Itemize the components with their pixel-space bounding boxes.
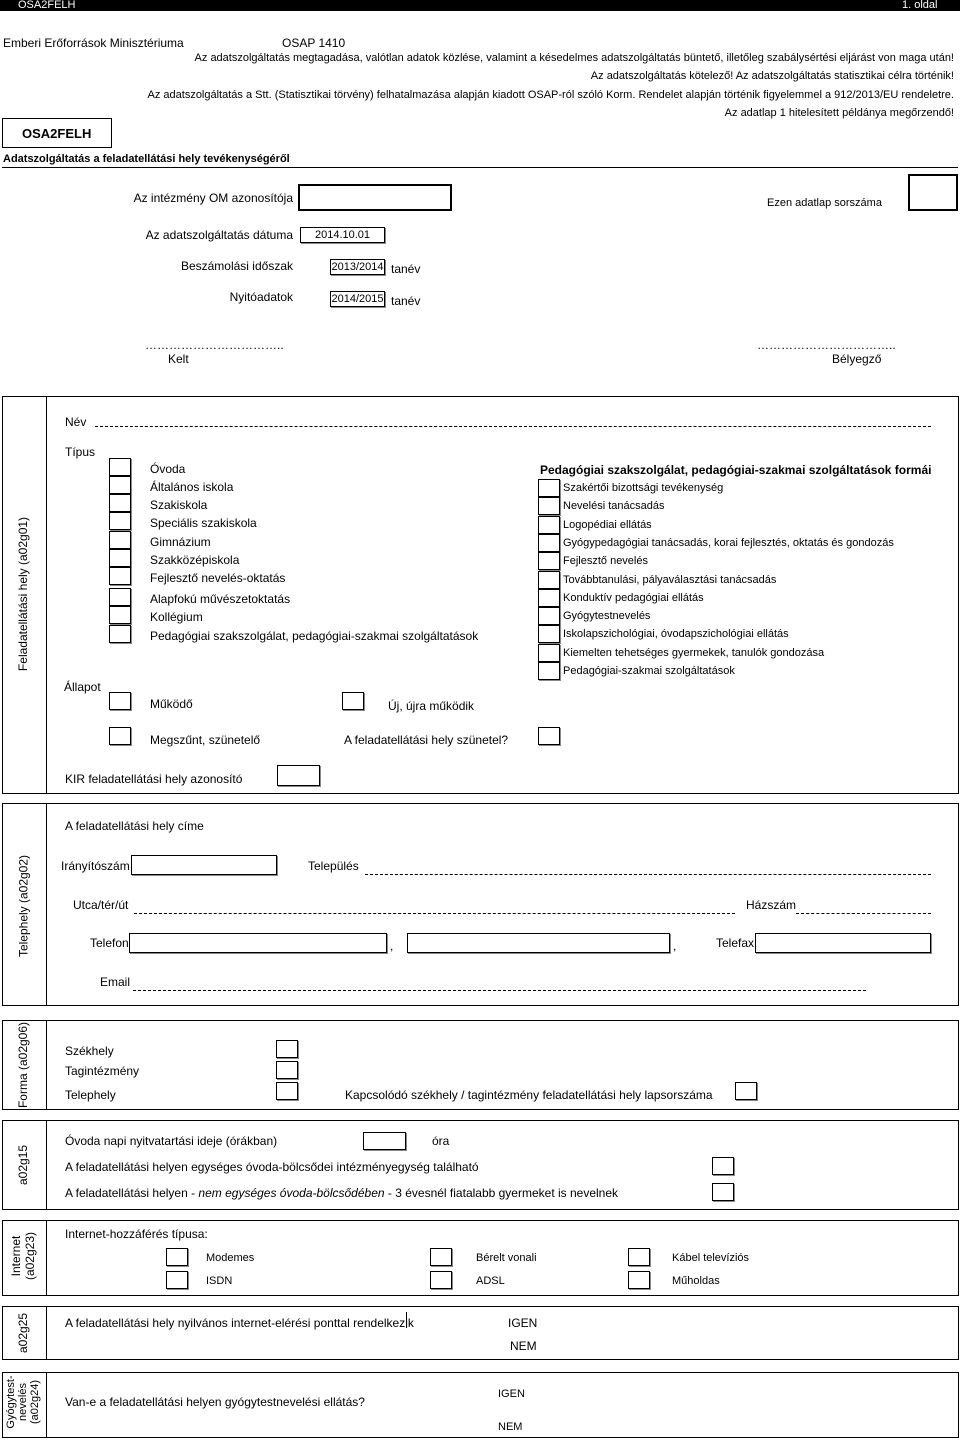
- sec6-side-label: a02g25: [16, 1312, 30, 1354]
- notice-line-1: Az adatszolgáltatás megtagadása, valótlan adatok közlése, valamint a késedelmes adatszolgáltatás büntető, illetőleg szabálysértési eljárást von maga után!: [194, 52, 954, 64]
- type-label: Típus: [65, 445, 96, 459]
- active-checkbox[interactable]: [109, 692, 131, 710]
- form-title: Adatszolgáltatás a feladatellátási hely tevékenységéről: [3, 153, 290, 165]
- city-input[interactable]: [365, 874, 931, 875]
- internet-cable-label: Kábel televíziós: [672, 1252, 750, 1264]
- address-label: A feladatellátási hely címe: [65, 819, 204, 833]
- page-number: 1. oldal: [902, 0, 938, 11]
- zip-input[interactable]: [131, 855, 277, 875]
- ped-checkbox-8[interactable]: [538, 625, 560, 643]
- internet-adsl-label: ADSL: [476, 1275, 505, 1287]
- sec6-side-divider: [46, 1306, 47, 1360]
- unit-checkbox[interactable]: [712, 1157, 734, 1175]
- kir-label: KIR feladatellátási hely azonosító: [65, 772, 243, 786]
- ped-label-6: Konduktív pedagógiai ellátás: [563, 591, 704, 604]
- type-label-6: Fejlesztő nevelés-oktatás: [150, 571, 286, 585]
- type-checkbox-3[interactable]: [109, 512, 131, 530]
- ministry: Emberi Erőforrások Minisztériuma: [3, 36, 184, 50]
- related-input[interactable]: [735, 1082, 757, 1100]
- pe-question: Van-e a feladatellátási helyen gyógytestnevelési ellátás?: [65, 1395, 365, 1409]
- forma-item-2: Telephely: [65, 1088, 116, 1102]
- sec7-side-label-1: Gyógytest-: [5, 1375, 17, 1429]
- form-code: OSA2FELH: [22, 126, 92, 141]
- section-telephely: [2, 803, 959, 1006]
- ped-checkbox-10[interactable]: [538, 662, 560, 680]
- sec7-side-label-3: (a02g24): [29, 1379, 41, 1425]
- type-checkbox-9[interactable]: [109, 625, 131, 643]
- ped-label-8: Iskolapszichológiai, óvodapszichológiai ellátás: [563, 628, 789, 641]
- ped-checkbox-3[interactable]: [538, 534, 560, 552]
- sec3-side-label: Forma (a02g06): [16, 1021, 30, 1109]
- phone-sep-2: ,: [673, 939, 677, 953]
- zip-label: Irányítószám: [61, 859, 130, 873]
- ped-label-10: Pedagógiai-szakmai szolgáltatások: [563, 665, 735, 677]
- type-label-4: Gimnázium: [150, 535, 211, 549]
- kir-input[interactable]: [277, 765, 320, 786]
- sec2-side-divider: [46, 803, 47, 1006]
- active-label: Működő: [150, 697, 193, 711]
- related-label: Kapcsolódó székhely / tagintézmény feladatellátási hely lapsorszáma: [345, 1088, 713, 1102]
- phone-input-1[interactable]: [129, 933, 387, 953]
- city-label: Település: [308, 859, 359, 873]
- ped-checkbox-5[interactable]: [538, 571, 560, 589]
- type-checkbox-6[interactable]: [109, 567, 131, 585]
- sec4-side-divider: [46, 1120, 47, 1210]
- public-access-marker: [406, 1312, 407, 1328]
- type-checkbox-7[interactable]: [109, 588, 131, 606]
- street-label: Utca/tér/út: [73, 898, 129, 912]
- hours-input[interactable]: [363, 1132, 406, 1150]
- sec7-side-label-2: nevelés: [17, 1383, 29, 1421]
- type-checkbox-5[interactable]: [109, 549, 131, 567]
- internet-isdn-label: ISDN: [206, 1275, 233, 1287]
- type-label-1: Általános iskola: [150, 480, 234, 494]
- fax-label: Telefax: [716, 936, 755, 950]
- phone-sep-1: ,: [390, 939, 394, 953]
- osap-code: OSAP 1410: [282, 36, 346, 50]
- nonunit-pre: A feladatellátási helyen -: [65, 1186, 199, 1200]
- opening-tanev: tanév: [391, 294, 421, 308]
- internet-title: Internet-hozzáférés típusa:: [65, 1227, 208, 1241]
- house-label: Házszám: [746, 898, 797, 912]
- sec1-side-label: Feladatellátási hely (a02g01): [16, 516, 30, 672]
- sec4-side-label: a02g15: [16, 1144, 30, 1186]
- sec5-side-label: [9, 1218, 37, 1294]
- header-code: OSA2FELH: [18, 0, 76, 11]
- period-field[interactable]: 2013/2014: [331, 261, 384, 273]
- serial-label: Ezen adatlap sorszáma: [767, 197, 882, 209]
- period-tanev: tanév: [391, 262, 421, 276]
- street-input[interactable]: [134, 913, 735, 914]
- public-access-no[interactable]: NEM: [510, 1339, 537, 1353]
- ped-checkbox-0[interactable]: [538, 479, 560, 497]
- nonunit-label: [65, 1186, 618, 1200]
- internet-modem-label: Modemes: [206, 1252, 255, 1264]
- forma-checkbox-2[interactable]: [276, 1082, 298, 1100]
- type-label-7: Alapfokú művészetoktatás: [150, 592, 291, 606]
- date-label: Az adatszolgáltatás dátuma: [145, 228, 293, 242]
- sec1-side-divider: [46, 396, 47, 794]
- unit-label: A feladatellátási helyen egységes óvoda-bölcsődei intézményegység található: [65, 1160, 479, 1174]
- forma-item-1: Tagintézmény: [65, 1064, 140, 1078]
- serial-input[interactable]: [908, 174, 958, 211]
- stamp-label: Bélyegző: [832, 352, 882, 366]
- ped-label-1: Nevelési tanácsadás: [563, 500, 665, 513]
- sec5-side-label-2: (a02g23): [23, 1231, 37, 1281]
- internet-adsl-checkbox[interactable]: [430, 1271, 452, 1289]
- hours-label: Óvoda napi nyitvatartási ideje (órákban): [65, 1134, 278, 1148]
- sec7-side-label: [5, 1369, 41, 1435]
- type-label-8: Kollégium: [150, 610, 203, 624]
- email-input[interactable]: [133, 990, 866, 991]
- date-field[interactable]: 2014.10.01: [300, 227, 385, 243]
- internet-leased-label: Bérelt vonali: [476, 1252, 537, 1264]
- ped-label-3: Gyógypedagógiai tanácsadás, korai fejlesztés, oktatás és gondozás: [563, 536, 894, 549]
- forma-item-0: Székhely: [65, 1044, 114, 1058]
- header-bar: [0, 0, 960, 11]
- opening-field[interactable]: 2014/2015: [331, 293, 384, 305]
- sec6-side-cell: [0, 1306, 46, 1360]
- forma-checkbox-0[interactable]: [276, 1040, 298, 1058]
- ped-label-9: Kiemelten tehetséges gyermekek, tanulók gondozása: [563, 646, 825, 659]
- ped-checkbox-4[interactable]: [538, 552, 560, 570]
- ped-forms-title: Pedagógiai szakszolgálat, pedagógiai-szakmai szolgáltatások formái: [540, 463, 932, 477]
- public-access-yes[interactable]: IGEN: [508, 1316, 538, 1330]
- ceased-checkbox[interactable]: [109, 727, 131, 745]
- public-access-question: A feladatellátási hely nyilvános internet-elérési ponttal rendelkezik: [65, 1316, 414, 1330]
- house-input[interactable]: [796, 913, 931, 914]
- suspended-question: A feladatellátási hely szünetel?: [344, 733, 509, 747]
- internet-leased-checkbox[interactable]: [430, 1248, 452, 1266]
- sec5-side-label-1: Internet: [9, 1235, 23, 1277]
- type-checkbox-1[interactable]: [109, 476, 131, 494]
- sec4-side-cell: [0, 1120, 46, 1210]
- ped-checkbox-2[interactable]: [538, 516, 560, 534]
- ped-label-4: Fejlesztő nevelés: [563, 555, 648, 568]
- ped-label-2: Logopédiai ellátás: [563, 518, 652, 531]
- name-label: Név: [65, 415, 87, 429]
- sec1-side-cell: [0, 396, 46, 794]
- section-a02g25: [2, 1306, 959, 1360]
- ped-label-7: Gyógytestnevelés: [563, 610, 651, 623]
- title-divider: [2, 167, 958, 168]
- om-label: Az intézmény OM azonosítója: [133, 191, 293, 205]
- internet-satellite-label: Műholdas: [672, 1275, 720, 1287]
- status-label: Állapot: [64, 680, 101, 694]
- nonunit-checkbox[interactable]: [712, 1183, 734, 1201]
- sec5-side-cell: [0, 1220, 46, 1296]
- type-label-2: Szakiskola: [150, 498, 208, 512]
- new-label: Új, újra működik: [388, 699, 475, 713]
- notice-line-3: Az adatszolgáltatás a Stt. (Statisztikai törvény) felhatalmazása alapján kiadott OSAP-ról szóló Korm. Rendelet alapján történik figyelemmel a 912/2013/EU rendeletre.: [147, 89, 954, 101]
- type-label-5: Szakközépiskola: [150, 553, 240, 567]
- ped-label-5: Továbbtanulási, pályaválasztási tanácsadás: [563, 573, 777, 586]
- sec7-side-cell: [0, 1372, 46, 1438]
- pe-no[interactable]: NEM: [498, 1421, 523, 1433]
- type-label-0: Óvoda: [150, 462, 186, 476]
- type-label-9: Pedagógiai szakszolgálat, pedagógiai-szakmai szolgáltatások: [150, 629, 479, 643]
- type-checkbox-2[interactable]: [109, 494, 131, 512]
- internet-isdn-checkbox[interactable]: [166, 1271, 188, 1289]
- ceased-label: Megszűnt, szünetelő: [150, 733, 261, 747]
- sec2-side-label: Telephely (a02g02): [16, 854, 31, 958]
- ped-label-0: Szakértői bizottsági tevékenység: [563, 482, 724, 494]
- om-id-input[interactable]: [298, 184, 452, 211]
- internet-modem-checkbox[interactable]: [166, 1248, 188, 1266]
- opening-label: Nyitóadatok: [229, 290, 293, 304]
- stamp-dots: ……………………………..: [757, 338, 896, 352]
- ped-checkbox-6[interactable]: [538, 589, 560, 607]
- type-label-3: Speciális szakiskola: [150, 516, 257, 530]
- notice-line-4: Az adatlap 1 hitelesített példánya megőrzendő!: [724, 107, 954, 119]
- fax-input[interactable]: [755, 933, 931, 953]
- phone-label: Telefon: [90, 936, 129, 950]
- ped-checkbox-1[interactable]: [538, 497, 560, 515]
- internet-satellite-checkbox[interactable]: [628, 1271, 650, 1289]
- ped-checkbox-9[interactable]: [538, 644, 560, 662]
- form-code-box: [2, 118, 112, 148]
- internet-cable-checkbox[interactable]: [628, 1248, 650, 1266]
- hours-unit: óra: [432, 1134, 450, 1148]
- type-checkbox-0[interactable]: [109, 458, 131, 476]
- nonunit-em: nem egységes óvoda-bölcsődében: [198, 1186, 385, 1200]
- sec5-side-divider: [46, 1220, 47, 1296]
- kelt-label: Kelt: [168, 352, 189, 366]
- new-checkbox[interactable]: [342, 692, 364, 710]
- sec2-side-cell: [0, 803, 46, 1006]
- email-label: Email: [100, 975, 131, 989]
- type-checkbox-4[interactable]: [109, 531, 131, 549]
- kelt-dots: ……………………………..: [145, 338, 284, 352]
- ped-checkbox-7[interactable]: [538, 607, 560, 625]
- sec3-side-cell: [0, 1020, 46, 1110]
- period-label: Beszámolási időszak: [180, 259, 293, 273]
- name-input[interactable]: [95, 426, 931, 427]
- type-checkbox-8[interactable]: [109, 606, 131, 624]
- sec7-side-divider: [46, 1372, 47, 1438]
- pe-yes[interactable]: IGEN: [498, 1388, 525, 1400]
- sec3-side-divider: [46, 1020, 47, 1110]
- forma-checkbox-1[interactable]: [276, 1061, 298, 1079]
- phone-input-2[interactable]: [407, 933, 670, 953]
- nonunit-post: - 3 évesnél fiatalabb gyermeket is nevelnek: [384, 1186, 619, 1200]
- suspended-checkbox[interactable]: [538, 727, 560, 745]
- notice-line-2: Az adatszolgáltatás kötelező! Az adatszolgáltatás statisztikai célra történik!: [590, 70, 954, 82]
